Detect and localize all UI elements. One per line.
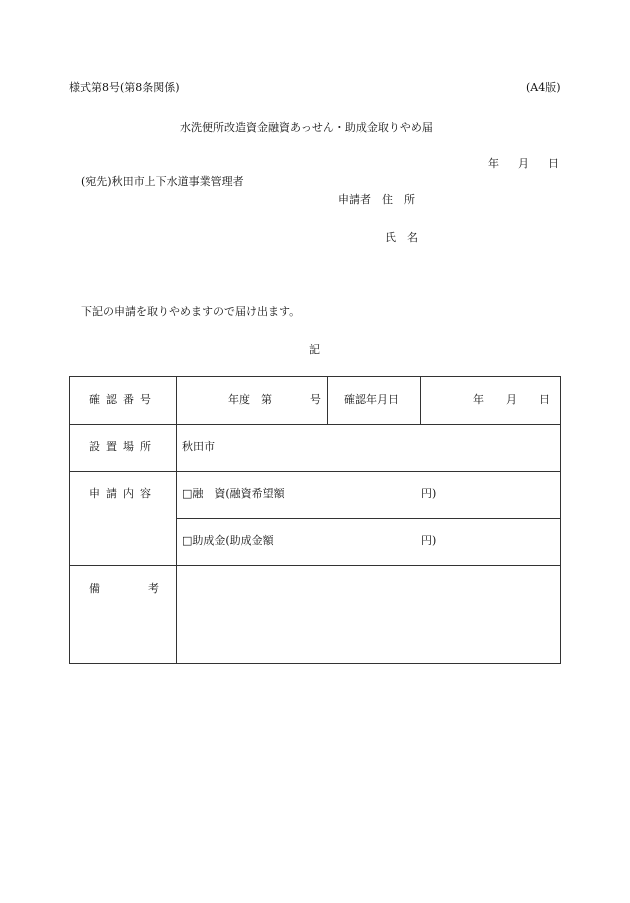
ki-heading: 記 bbox=[309, 343, 320, 356]
column-divider bbox=[176, 377, 177, 663]
loan-option-checkbox[interactable]: □融 資(融資希望額 bbox=[182, 487, 285, 500]
content-label: 申請内容 bbox=[89, 487, 157, 500]
confirm-date-field[interactable]: 年 月 日 bbox=[473, 393, 550, 406]
statement: 下記の申請を取りやめますので届け出ます。 bbox=[81, 305, 301, 318]
location-label: 設置場所 bbox=[89, 440, 157, 453]
paper-size: (A4版) bbox=[526, 81, 561, 94]
row-divider bbox=[70, 424, 560, 425]
form-table bbox=[69, 376, 561, 664]
remarks-label: 備考 bbox=[89, 582, 207, 595]
form-number: 様式第8号(第8条関係) bbox=[69, 81, 180, 94]
applicant-address-label: 申請者 住 所 bbox=[338, 193, 415, 206]
remarks-field[interactable] bbox=[182, 577, 552, 657]
row-divider bbox=[70, 565, 560, 566]
row-divider bbox=[70, 471, 560, 472]
column-divider bbox=[420, 377, 421, 424]
grant-unit: 円) bbox=[421, 534, 437, 547]
number-suffix: 号 bbox=[310, 393, 321, 406]
document-title: 水洗便所改造資金融資あっせん・助成金取りやめ届 bbox=[180, 121, 433, 134]
location-value[interactable]: 秋田市 bbox=[182, 440, 215, 453]
applicant-name-label: 氏 名 bbox=[385, 231, 418, 244]
confirm-date-label: 確認年月日 bbox=[344, 393, 399, 406]
fiscal-year-field[interactable]: 年度 第 bbox=[228, 393, 272, 406]
date-line: 年 月 日 bbox=[488, 157, 563, 170]
loan-unit: 円) bbox=[421, 487, 437, 500]
addressee: (宛先)秋田市上下水道事業管理者 bbox=[81, 175, 244, 188]
grant-option-checkbox[interactable]: □助成金(助成金額 bbox=[182, 534, 274, 547]
column-divider bbox=[327, 377, 328, 424]
confirm-number-label: 確認番号 bbox=[89, 393, 157, 406]
row-divider bbox=[176, 518, 560, 519]
